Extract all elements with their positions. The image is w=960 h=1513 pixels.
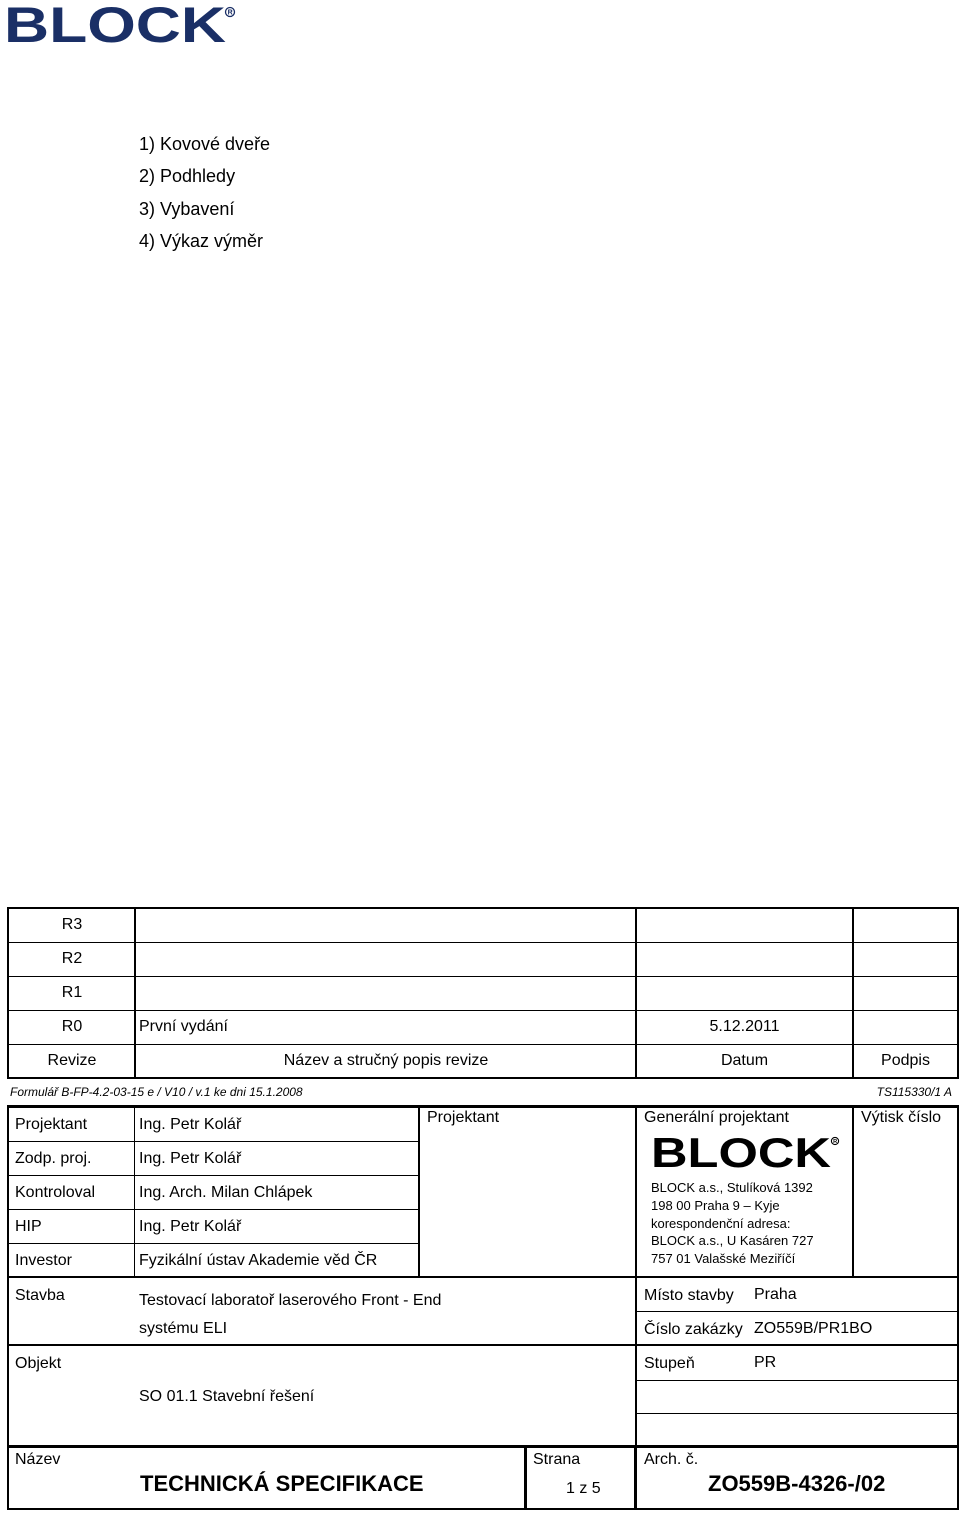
- person-name: Ing. Arch. Milan Chlápek: [139, 1184, 313, 1201]
- cislo-zakazky-label: Číslo zakázky: [644, 1321, 743, 1338]
- stupen-label: Stupeň: [644, 1355, 695, 1372]
- objekt-value: SO 01.1 Stavební řešení: [139, 1388, 315, 1405]
- signature-header-label: Podpis: [881, 1052, 930, 1069]
- role-label: Zodp. proj.: [15, 1150, 92, 1167]
- misto-stavby-value: Praha: [754, 1286, 797, 1303]
- revision-code: R3: [61, 916, 83, 933]
- address-line: BLOCK a.s., U Kasáren 727: [651, 1233, 814, 1248]
- objekt-label: Objekt: [15, 1355, 62, 1372]
- block-logo: [4, 2, 236, 46]
- contents-item: 2) Podhledy: [139, 166, 236, 186]
- stavba-value-line1: Testovací laboratoř laserového Front - End: [139, 1292, 442, 1309]
- address-line: 198 00 Praha 9 – Kyje: [651, 1198, 780, 1213]
- svg-text:R: R: [833, 1139, 838, 1146]
- revision-header-label: Revize: [47, 1052, 97, 1069]
- stavba-label: Stavba: [15, 1287, 65, 1304]
- page-count: 1 z 5: [566, 1480, 601, 1497]
- general-designer-logo-graphic: [651, 1133, 841, 1171]
- address-line: 757 01 Valašské Meziříčí: [651, 1251, 796, 1266]
- form-identifier: Formulář B-FP-4.2-03-15 e / V10 / v.1 ke dni 15.1.2008: [10, 1085, 303, 1099]
- general-designer-logo: [651, 1133, 841, 1171]
- archive-number: ZO559B-4326-/02: [708, 1471, 886, 1496]
- general-designer-label: Generální projektant: [644, 1109, 789, 1126]
- contents-item: 1) Kovové dveře: [139, 134, 271, 154]
- person-name: Ing. Petr Kolář: [139, 1218, 242, 1235]
- role-label: Investor: [15, 1252, 72, 1269]
- person-name: Fyzikální ústav Akademie věd ČR: [139, 1252, 378, 1269]
- logo-wordmark: BLOCK: [651, 1133, 831, 1171]
- role-label: Kontroloval: [15, 1184, 96, 1201]
- cislo-zakazky-value: ZO559B/PR1BO: [754, 1320, 873, 1337]
- revision-code: R1: [61, 984, 83, 1001]
- stupen-value: PR: [754, 1354, 777, 1371]
- logo-wordmark: BLOCK: [4, 2, 226, 46]
- ts-code: TS115330/1 A: [876, 1085, 952, 1099]
- role-label: Projektant: [15, 1116, 88, 1133]
- revision-code: R0: [61, 1018, 83, 1035]
- person-name: Ing. Petr Kolář: [139, 1150, 242, 1167]
- document-title: TECHNICKÁ SPECIFIKACE: [140, 1471, 424, 1496]
- contents-item: 4) Výkaz výměr: [139, 231, 264, 251]
- revision-date: 5.12.2011: [709, 1018, 780, 1035]
- nazev-label: Název: [15, 1451, 61, 1468]
- role-label: HIP: [15, 1218, 42, 1235]
- arch-c-label: Arch. č.: [644, 1451, 699, 1468]
- revision-description: První vydání: [139, 1018, 228, 1035]
- address-line: korespondenční adresa:: [651, 1216, 791, 1231]
- strana-label: Strana: [533, 1451, 581, 1468]
- copy-number-label: Výtisk číslo: [861, 1109, 942, 1126]
- date-header-label: Datum: [720, 1052, 769, 1069]
- person-name: Ing. Petr Kolář: [139, 1116, 242, 1133]
- revision-code: R2: [61, 950, 83, 967]
- projektant-label: Projektant: [427, 1109, 500, 1126]
- stavba-value-line2: systému ELI: [139, 1320, 228, 1337]
- block-logo-graphic: [4, 2, 236, 46]
- contents-item: 3) Vybavení: [139, 199, 235, 219]
- svg-text:R: R: [227, 9, 233, 17]
- description-header-label: Název a stručný popis revize: [283, 1052, 489, 1069]
- misto-stavby-label: Místo stavby: [644, 1287, 734, 1304]
- address-line: BLOCK a.s., Stulíková 1392: [651, 1180, 813, 1195]
